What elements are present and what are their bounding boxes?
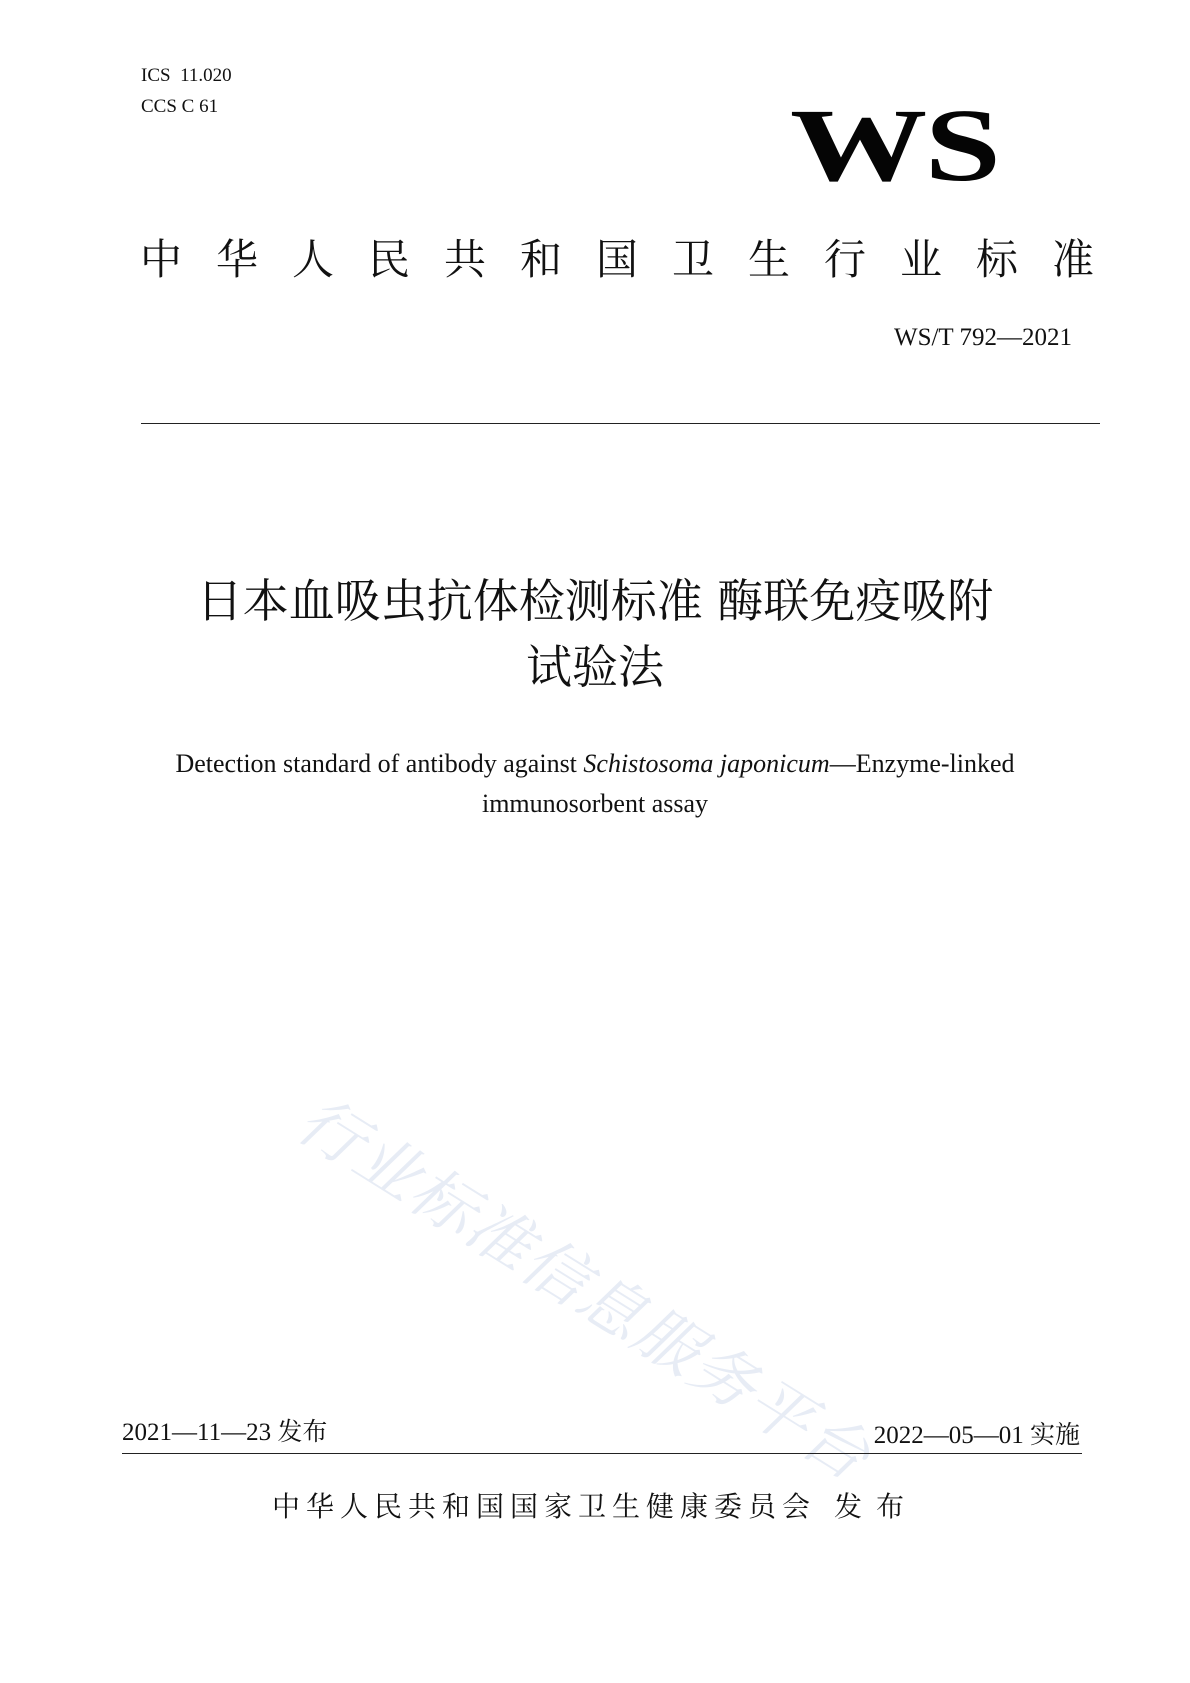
ccs-code: CCS C 61: [141, 96, 219, 117]
classification-codes: [141, 60, 232, 122]
english-title-species: Schistosoma japonicum: [583, 749, 830, 778]
issuing-authority-heading: 中华人民共和国卫生行业标准: [140, 235, 1129, 284]
issue-date: 2021—11—23 发布: [122, 1419, 328, 1446]
implementation-date: 2022—05—01 实施: [873, 1422, 1080, 1449]
english-title-prefix: Detection standard of antibody against: [175, 749, 584, 778]
chinese-title-line-1: 日本血吸虫抗体检测标准 酶联免疫吸附: [196, 574, 994, 628]
english-title-suffix: —Enzyme-linked: [829, 749, 1015, 778]
english-title-line-2: immunosorbent assay: [481, 789, 709, 818]
publisher-organization: 中华人民共和国国家卫生健康委员会: [271, 1490, 816, 1523]
top-divider: [141, 423, 1100, 424]
publisher-action: 发布: [834, 1490, 919, 1523]
standard-number: WS/T 792—2021: [893, 324, 1072, 351]
publisher-line: [0, 1487, 1190, 1527]
chinese-title: [95, 568, 1095, 700]
ws-logo: WS: [790, 88, 999, 203]
ics-code: ICS 11.020: [141, 65, 232, 86]
english-title: [95, 744, 1095, 824]
english-title-line-1: [95, 744, 1095, 784]
watermark: 行业标准信息服务平台: [284, 1083, 884, 1497]
chinese-title-line-2: 试验法: [526, 640, 664, 694]
bottom-divider: [122, 1453, 1082, 1454]
